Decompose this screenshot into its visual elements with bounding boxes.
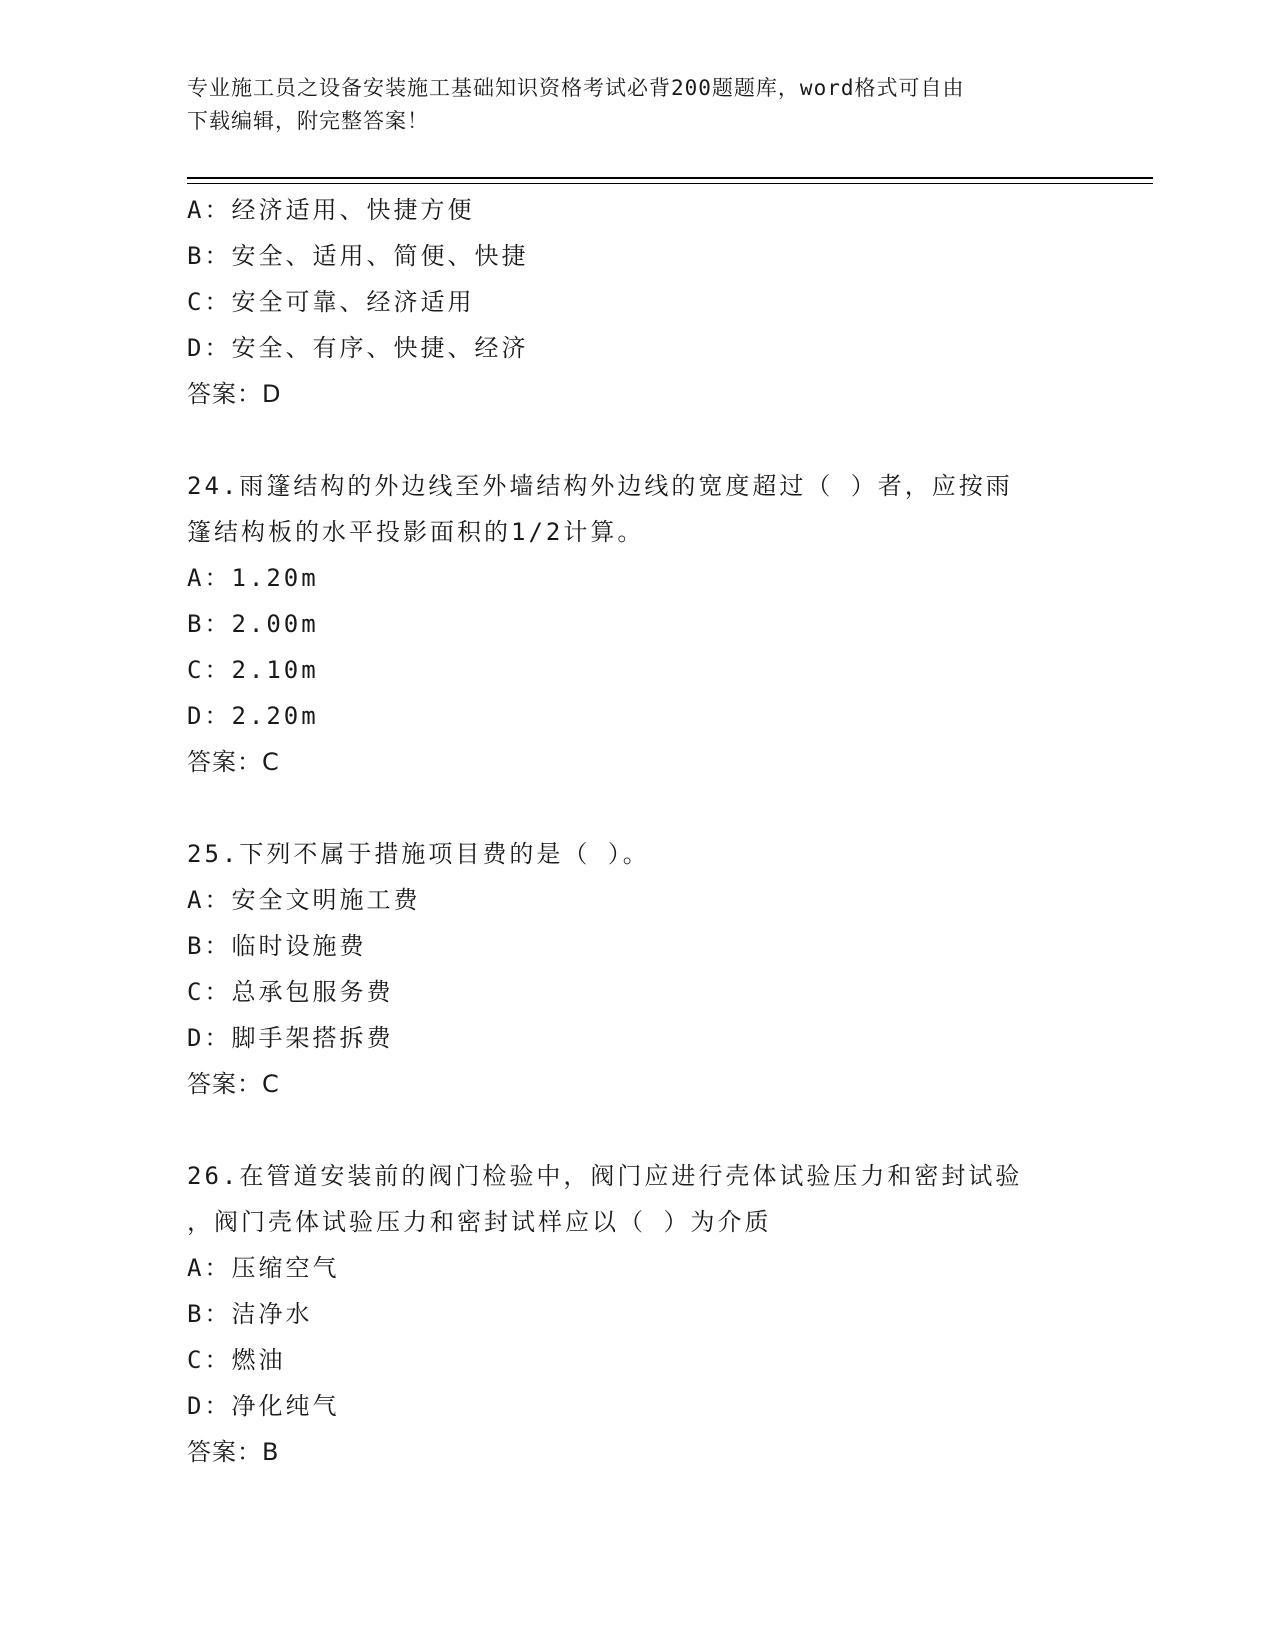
question-list	[187, 187, 1087, 1475]
block-spacer	[187, 417, 1087, 463]
block-spacer	[187, 785, 1087, 831]
question-text: 25.下列不属于措施项目费的是（ ）。	[187, 840, 650, 868]
question-text: ，阀门壳体试验压力和密封试样应以（ ）为介质	[187, 1208, 772, 1236]
question-text: 24.雨篷结构的外边线至外墙结构外边线的宽度超过（ ）者，应按雨	[187, 472, 1013, 500]
option-c: C：安全可靠、经济适用	[187, 288, 475, 316]
header-line-2: 下载编辑，附完整答案！	[187, 109, 429, 133]
option-d: D：净化纯气	[187, 1392, 340, 1420]
option-d: D：脚手架搭拆费	[187, 1024, 394, 1052]
option-d: D：2.20m	[187, 702, 319, 730]
document-header	[187, 72, 1067, 138]
option-c: C：燃油	[187, 1346, 286, 1374]
header-divider-thin	[187, 183, 1153, 184]
option-a: A：压缩空气	[187, 1254, 340, 1282]
question-block	[187, 187, 1087, 417]
option-b: B：洁净水	[187, 1300, 313, 1328]
answer-line: 答案：C	[187, 1070, 280, 1098]
answer-line: 答案：B	[187, 1438, 280, 1466]
option-a: A：安全文明施工费	[187, 886, 421, 914]
question-block	[187, 831, 1087, 1107]
header-divider-thick	[187, 177, 1153, 179]
option-c: C：2.10m	[187, 656, 319, 684]
option-b: B：临时设施费	[187, 932, 367, 960]
answer-line: 答案：D	[187, 380, 282, 408]
option-a: A：经济适用、快捷方便	[187, 196, 475, 224]
option-d: D：安全、有序、快捷、经济	[187, 334, 529, 362]
option-b: B：2.00m	[187, 610, 319, 638]
question-block	[187, 1153, 1087, 1475]
question-text: 篷结构板的水平投影面积的1/2计算。	[187, 518, 645, 546]
question-text: 26.在管道安装前的阀门检验中，阀门应进行壳体试验压力和密封试验	[187, 1162, 1023, 1190]
question-block	[187, 463, 1087, 785]
option-c: C：总承包服务费	[187, 978, 394, 1006]
answer-line: 答案：C	[187, 748, 280, 776]
option-a: A：1.20m	[187, 564, 319, 592]
header-line-1: 专业施工员之设备安装施工基础知识资格考试必背200题题库，word格式可自由	[187, 76, 965, 100]
option-b: B：安全、适用、简便、快捷	[187, 242, 529, 270]
block-spacer	[187, 1107, 1087, 1153]
